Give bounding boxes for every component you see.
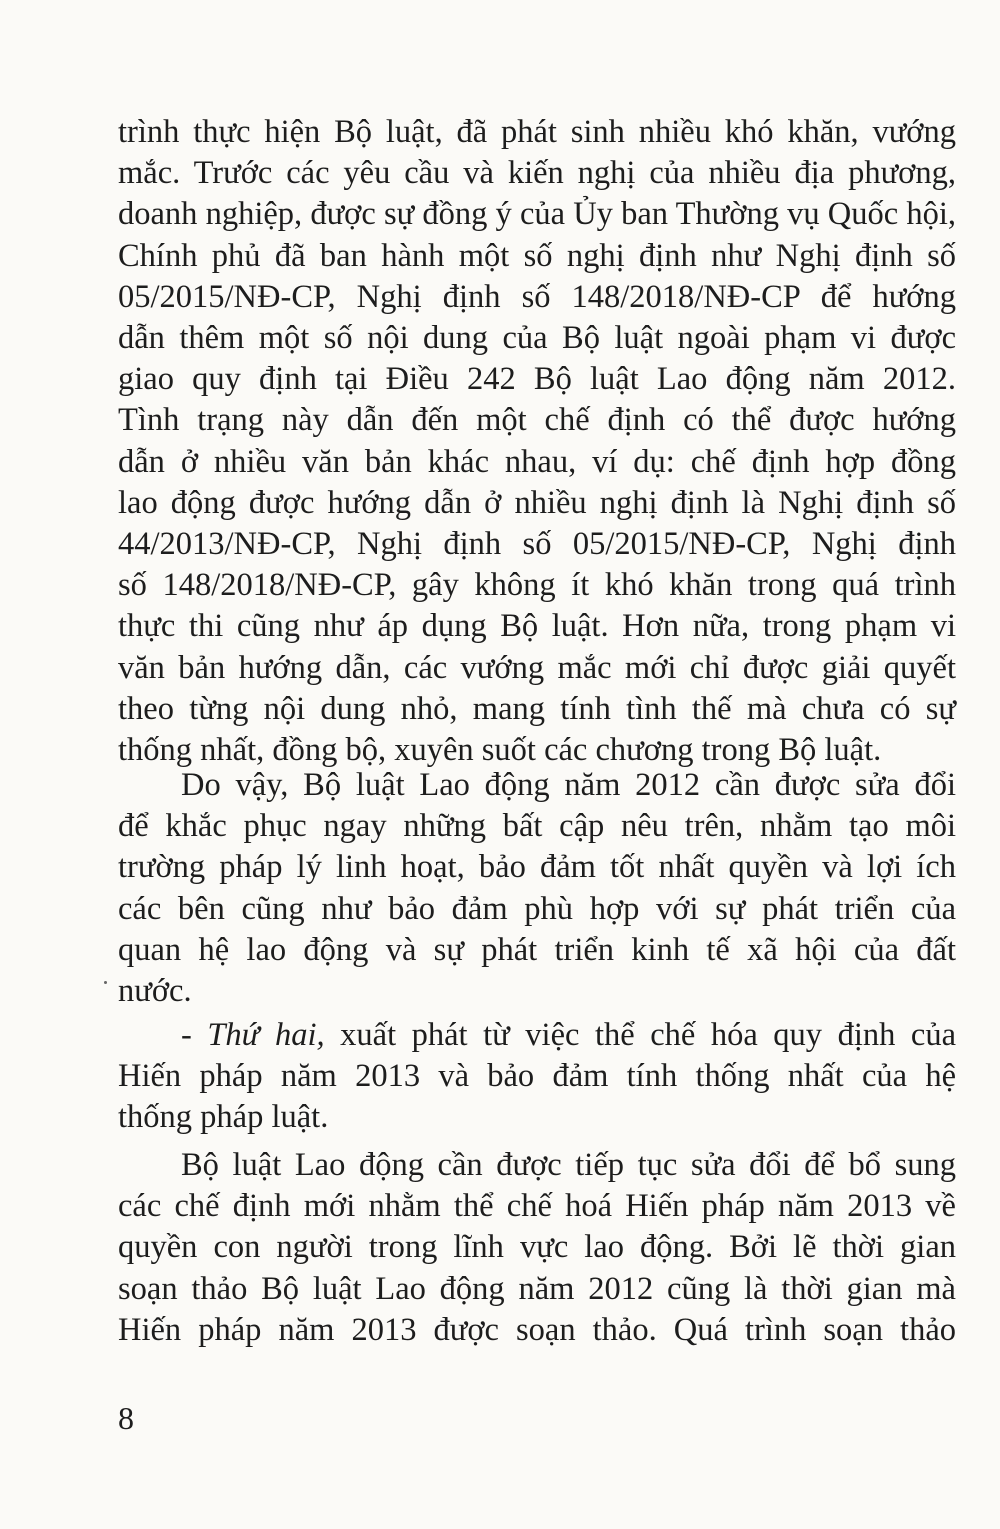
text-line: soạn thảo Bộ luật Lao động năm 2012 cũng là thời gian mà xyxy=(118,1270,956,1307)
text-line: thực thi cũng như áp dụng Bộ luật. Hơn nữa, trong phạm vi xyxy=(118,608,956,645)
dash-prefix: - xyxy=(181,1017,208,1053)
text-line: trình thực hiện Bộ luật, đã phát sinh nhiều khó khăn, vướng xyxy=(118,114,956,150)
emphasis-thu-hai: Thứ hai, xyxy=(207,1017,325,1053)
text-line: lao động được hướng dẫn ở nhiều nghị định là Nghị định số xyxy=(118,484,956,521)
print-speck xyxy=(104,981,107,984)
text-line: trường pháp lý linh hoạt, bảo đảm tốt nhất quyền và lợi ích xyxy=(118,849,956,886)
text-line: Hiến pháp năm 2013 được soạn thảo. Quá trình soạn thảo xyxy=(118,1311,956,1348)
text-line: doanh nghiệp, được sự đồng ý của Ủy ban Thường vụ Quốc hội, xyxy=(118,196,956,233)
text-line: thống pháp luật. xyxy=(118,1099,329,1136)
text-line: các chế định mới nhằm thể chế hoá Hiến pháp năm 2013 về xyxy=(118,1188,956,1225)
text-line: Bộ luật Lao động cần được tiếp tục sửa đổi để bổ sung xyxy=(181,1147,956,1183)
text-line: văn bản hướng dẫn, các vướng mắc mới chỉ được giải quyết xyxy=(118,649,956,686)
text-line xyxy=(118,1015,956,1056)
text-line: dẫn ở nhiều văn bản khác nhau, ví dụ: chế định hợp đồng xyxy=(118,443,956,480)
page-number: 8 xyxy=(118,1400,134,1436)
text-line: Hiến pháp năm 2013 và bảo đảm tính thống nhất của hệ xyxy=(118,1058,956,1095)
text-run: xuất phát từ việc thể chế hóa quy định của xyxy=(324,1017,956,1053)
paragraph-1 xyxy=(118,112,956,771)
text-line: giao quy định tại Điều 242 Bộ luật Lao động năm 2012. xyxy=(118,361,956,398)
text-line: theo từng nội dung nhỏ, mang tính tình thế mà chưa có sự xyxy=(118,690,956,727)
text-line: để khắc phục ngay những bất cập nêu trên, nhằm tạo môi xyxy=(118,808,956,845)
text-line: Do vậy, Bộ luật Lao động năm 2012 cần được sửa đổi xyxy=(181,767,956,803)
text-line: quyền con người trong lĩnh vực lao động. Bởi lẽ thời gian xyxy=(118,1229,956,1266)
text-line: dẫn thêm một số nội dung của Bộ luật ngoài phạm vi được xyxy=(118,320,956,357)
text-line: mắc. Trước các yêu cầu và kiến nghị của nhiều địa phương, xyxy=(118,155,956,192)
text-line: nước. xyxy=(118,973,192,1010)
text-line: Chính phủ đã ban hành một số nghị định như Nghị định số xyxy=(118,237,956,274)
text-line: các bên cũng như bảo đảm phù hợp với sự phát triển của xyxy=(118,890,956,927)
text-line: Tình trạng này dẫn đến một chế định có thể được hướng xyxy=(118,402,956,439)
paragraph-3 xyxy=(118,1015,956,1139)
paragraph-4 xyxy=(118,1145,956,1351)
text-line: 44/2013/NĐ-CP, Nghị định số 05/2015/NĐ-CP, Nghị định xyxy=(118,526,956,563)
text-line: thống nhất, đồng bộ, xuyên suốt các chương trong Bộ luật. xyxy=(118,732,882,769)
text-line: quan hệ lao động và sự phát triển kinh tế xã hội của đất xyxy=(118,931,956,968)
text-line: 05/2015/NĐ-CP, Nghị định số 148/2018/NĐ-CP để hướng xyxy=(118,278,956,315)
paragraph-2 xyxy=(118,765,956,1012)
text-line: số 148/2018/NĐ-CP, gây không ít khó khăn trong quá trình xyxy=(118,567,956,604)
